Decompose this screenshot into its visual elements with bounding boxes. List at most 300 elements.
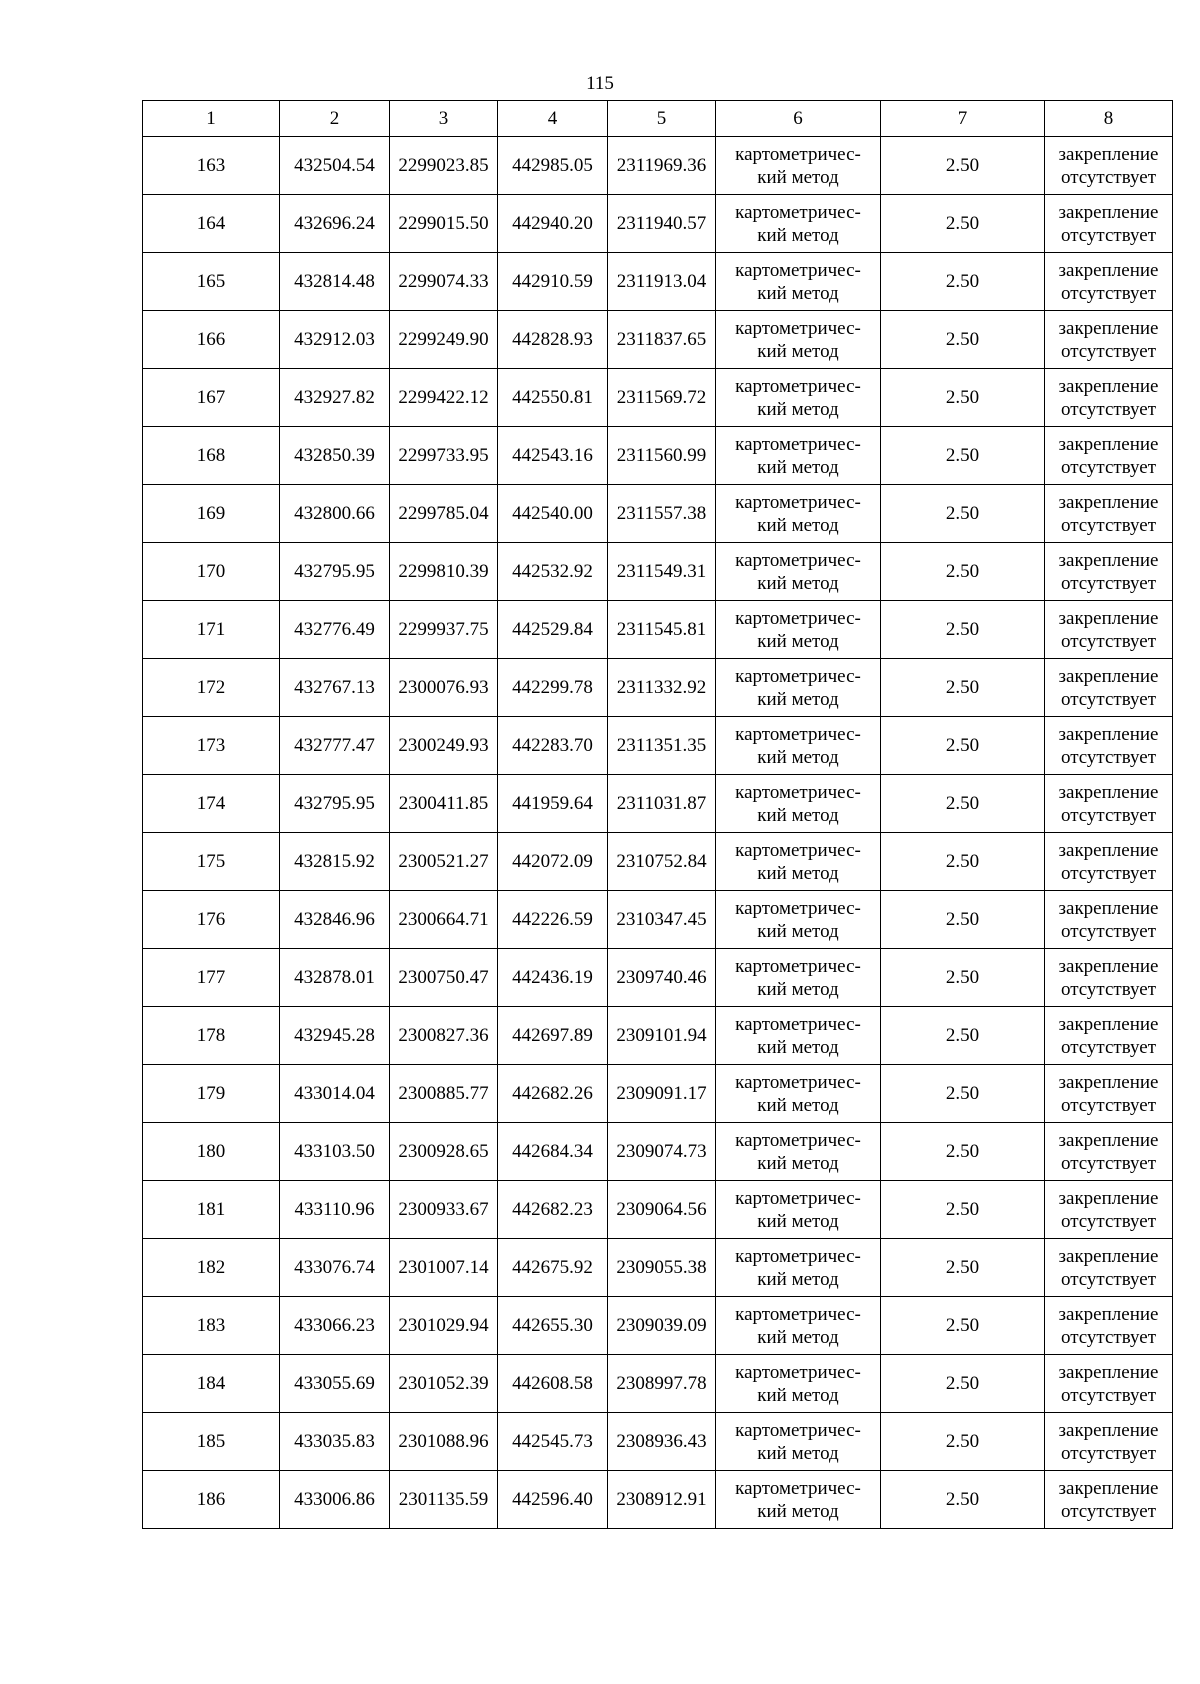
coord-y2: 2309091.17 xyxy=(608,1065,716,1123)
table-row xyxy=(143,659,1173,717)
fixation-text: закрепление xyxy=(1058,1361,1159,1383)
accuracy-value: 2.50 xyxy=(881,833,1045,891)
method-cell xyxy=(716,833,881,891)
fixation-cell xyxy=(1045,1181,1173,1239)
column-header: 2 xyxy=(280,101,390,137)
table-row xyxy=(143,1471,1173,1529)
point-number: 170 xyxy=(143,543,280,601)
accuracy-value: 2.50 xyxy=(881,427,1045,485)
coord-x2: 442940.20 xyxy=(498,195,608,253)
coord-y2: 2310752.84 xyxy=(608,833,716,891)
method-text: картометричес- xyxy=(735,549,861,571)
method-text: кий метод xyxy=(757,978,839,1000)
coordinates-table xyxy=(142,100,1173,1529)
method-cell xyxy=(716,1181,881,1239)
coord-y2: 2310347.45 xyxy=(608,891,716,949)
fixation-text: закрепление xyxy=(1058,1419,1159,1441)
table-row xyxy=(143,1413,1173,1471)
table-row xyxy=(143,1355,1173,1413)
coord-x1: 432814.48 xyxy=(280,253,390,311)
method-cell xyxy=(716,195,881,253)
method-text: картометричес- xyxy=(735,1245,861,1267)
coord-y2: 2309055.38 xyxy=(608,1239,716,1297)
fixation-text: отсутствует xyxy=(1060,1094,1157,1116)
method-cell xyxy=(716,601,881,659)
accuracy-value: 2.50 xyxy=(881,1007,1045,1065)
coord-x1: 433035.83 xyxy=(280,1413,390,1471)
coord-y2: 2311351.35 xyxy=(608,717,716,775)
coord-y1: 2299074.33 xyxy=(390,253,498,311)
table-row xyxy=(143,369,1173,427)
method-text: картометричес- xyxy=(735,1071,861,1093)
coord-y1: 2300928.65 xyxy=(390,1123,498,1181)
fixation-cell xyxy=(1045,543,1173,601)
method-text: картометричес- xyxy=(735,375,861,397)
fixation-text: закрепление xyxy=(1058,1187,1159,1209)
accuracy-value: 2.50 xyxy=(881,195,1045,253)
coord-y1: 2300827.36 xyxy=(390,1007,498,1065)
coord-y2: 2311549.31 xyxy=(608,543,716,601)
coord-x2: 442910.59 xyxy=(498,253,608,311)
coord-x1: 432800.66 xyxy=(280,485,390,543)
coord-y2: 2311031.87 xyxy=(608,775,716,833)
method-cell xyxy=(716,1123,881,1181)
coord-y1: 2299810.39 xyxy=(390,543,498,601)
coord-y2: 2309064.56 xyxy=(608,1181,716,1239)
point-number: 174 xyxy=(143,775,280,833)
column-header: 3 xyxy=(390,101,498,137)
fixation-text: отсутствует xyxy=(1060,746,1157,768)
coord-y2: 2309074.73 xyxy=(608,1123,716,1181)
coord-y2: 2311837.65 xyxy=(608,311,716,369)
accuracy-value: 2.50 xyxy=(881,311,1045,369)
fixation-text: закрепление xyxy=(1058,1129,1159,1151)
fixation-text: отсутствует xyxy=(1060,1442,1157,1464)
fixation-text: отсутствует xyxy=(1060,456,1157,478)
point-number: 177 xyxy=(143,949,280,1007)
fixation-cell xyxy=(1045,1297,1173,1355)
table-row xyxy=(143,717,1173,775)
method-cell xyxy=(716,949,881,1007)
fixation-text: закрепление xyxy=(1058,375,1159,397)
coord-y2: 2311569.72 xyxy=(608,369,716,427)
method-text: кий метод xyxy=(757,630,839,652)
method-text: картометричес- xyxy=(735,1129,861,1151)
fixation-text: отсутствует xyxy=(1060,1210,1157,1232)
point-number: 178 xyxy=(143,1007,280,1065)
method-text: кий метод xyxy=(757,1210,839,1232)
accuracy-value: 2.50 xyxy=(881,485,1045,543)
fixation-text: отсутствует xyxy=(1060,340,1157,362)
coord-y1: 2299015.50 xyxy=(390,195,498,253)
method-cell xyxy=(716,775,881,833)
method-cell xyxy=(716,1065,881,1123)
fixation-text: отсутствует xyxy=(1060,398,1157,420)
point-number: 181 xyxy=(143,1181,280,1239)
point-number: 172 xyxy=(143,659,280,717)
fixation-cell xyxy=(1045,949,1173,1007)
fixation-text: отсутствует xyxy=(1060,630,1157,652)
coord-y1: 2299249.90 xyxy=(390,311,498,369)
coord-x1: 432504.54 xyxy=(280,137,390,195)
method-text: картометричес- xyxy=(735,1187,861,1209)
accuracy-value: 2.50 xyxy=(881,543,1045,601)
point-number: 186 xyxy=(143,1471,280,1529)
accuracy-value: 2.50 xyxy=(881,717,1045,775)
accuracy-value: 2.50 xyxy=(881,137,1045,195)
fixation-text: отсутствует xyxy=(1060,688,1157,710)
method-cell xyxy=(716,427,881,485)
coord-y1: 2299937.75 xyxy=(390,601,498,659)
accuracy-value: 2.50 xyxy=(881,1123,1045,1181)
coord-y2: 2311969.36 xyxy=(608,137,716,195)
coord-x2: 442543.16 xyxy=(498,427,608,485)
fixation-text: отсутствует xyxy=(1060,920,1157,942)
table-row xyxy=(143,1239,1173,1297)
fixation-text: закрепление xyxy=(1058,201,1159,223)
method-text: кий метод xyxy=(757,1384,839,1406)
coord-x1: 432795.95 xyxy=(280,775,390,833)
coord-x2: 442283.70 xyxy=(498,717,608,775)
method-cell xyxy=(716,369,881,427)
method-text: кий метод xyxy=(757,224,839,246)
table-row xyxy=(143,137,1173,195)
table-row xyxy=(143,949,1173,1007)
method-text: кий метод xyxy=(757,920,839,942)
coord-x1: 432945.28 xyxy=(280,1007,390,1065)
coord-x1: 432777.47 xyxy=(280,717,390,775)
method-text: кий метод xyxy=(757,688,839,710)
fixation-cell xyxy=(1045,253,1173,311)
fixation-cell xyxy=(1045,485,1173,543)
fixation-text: отсутствует xyxy=(1060,1152,1157,1174)
coord-y1: 2301029.94 xyxy=(390,1297,498,1355)
method-text: картометричес- xyxy=(735,723,861,745)
table-row xyxy=(143,253,1173,311)
method-cell xyxy=(716,485,881,543)
method-text: картометричес- xyxy=(735,839,861,861)
coord-x2: 442550.81 xyxy=(498,369,608,427)
coord-y2: 2311913.04 xyxy=(608,253,716,311)
fixation-text: закрепление xyxy=(1058,433,1159,455)
coord-x1: 432767.13 xyxy=(280,659,390,717)
fixation-text: отсутствует xyxy=(1060,1268,1157,1290)
fixation-text: закрепление xyxy=(1058,955,1159,977)
method-cell xyxy=(716,1007,881,1065)
method-cell xyxy=(716,543,881,601)
fixation-cell xyxy=(1045,1239,1173,1297)
fixation-text: отсутствует xyxy=(1060,224,1157,246)
coord-x1: 432696.24 xyxy=(280,195,390,253)
method-text: кий метод xyxy=(757,1094,839,1116)
fixation-text: отсутствует xyxy=(1060,1036,1157,1058)
point-number: 185 xyxy=(143,1413,280,1471)
accuracy-value: 2.50 xyxy=(881,1065,1045,1123)
method-text: кий метод xyxy=(757,398,839,420)
coord-x1: 433110.96 xyxy=(280,1181,390,1239)
coord-x1: 432878.01 xyxy=(280,949,390,1007)
coord-x1: 432912.03 xyxy=(280,311,390,369)
accuracy-value: 2.50 xyxy=(881,891,1045,949)
point-number: 183 xyxy=(143,1297,280,1355)
method-text: картометричес- xyxy=(735,491,861,513)
coord-y2: 2311940.57 xyxy=(608,195,716,253)
point-number: 167 xyxy=(143,369,280,427)
point-number: 179 xyxy=(143,1065,280,1123)
coord-y1: 2299785.04 xyxy=(390,485,498,543)
fixation-text: закрепление xyxy=(1058,549,1159,571)
coord-y1: 2301007.14 xyxy=(390,1239,498,1297)
point-number: 175 xyxy=(143,833,280,891)
fixation-cell xyxy=(1045,891,1173,949)
fixation-cell xyxy=(1045,1123,1173,1181)
method-text: картометричес- xyxy=(735,1361,861,1383)
coord-y1: 2300933.67 xyxy=(390,1181,498,1239)
coord-y2: 2311545.81 xyxy=(608,601,716,659)
method-text: картометричес- xyxy=(735,201,861,223)
fixation-text: отсутствует xyxy=(1060,1384,1157,1406)
method-cell xyxy=(716,1297,881,1355)
fixation-text: отсутствует xyxy=(1060,572,1157,594)
fixation-text: закрепление xyxy=(1058,607,1159,629)
coord-y1: 2299422.12 xyxy=(390,369,498,427)
accuracy-value: 2.50 xyxy=(881,369,1045,427)
coord-x2: 442682.23 xyxy=(498,1181,608,1239)
fixation-cell xyxy=(1045,1355,1173,1413)
method-text: картометричес- xyxy=(735,955,861,977)
table-row xyxy=(143,1181,1173,1239)
fixation-text: закрепление xyxy=(1058,1013,1159,1035)
coord-x1: 432795.95 xyxy=(280,543,390,601)
coord-y1: 2300521.27 xyxy=(390,833,498,891)
fixation-cell xyxy=(1045,311,1173,369)
coord-x2: 442684.34 xyxy=(498,1123,608,1181)
coord-y1: 2301135.59 xyxy=(390,1471,498,1529)
method-text: кий метод xyxy=(757,282,839,304)
point-number: 176 xyxy=(143,891,280,949)
point-number: 180 xyxy=(143,1123,280,1181)
fixation-text: закрепление xyxy=(1058,1303,1159,1325)
fixation-text: отсутствует xyxy=(1060,282,1157,304)
coord-x2: 442436.19 xyxy=(498,949,608,1007)
method-cell xyxy=(716,659,881,717)
method-text: картометричес- xyxy=(735,665,861,687)
point-number: 173 xyxy=(143,717,280,775)
table-row xyxy=(143,1297,1173,1355)
table-row xyxy=(143,601,1173,659)
point-number: 171 xyxy=(143,601,280,659)
method-text: кий метод xyxy=(757,1500,839,1522)
method-cell xyxy=(716,137,881,195)
fixation-text: закрепление xyxy=(1058,839,1159,861)
coord-x2: 442682.26 xyxy=(498,1065,608,1123)
coord-x1: 433006.86 xyxy=(280,1471,390,1529)
method-cell xyxy=(716,717,881,775)
column-header: 5 xyxy=(608,101,716,137)
method-text: картометричес- xyxy=(735,143,861,165)
fixation-cell xyxy=(1045,659,1173,717)
column-header: 8 xyxy=(1045,101,1173,137)
fixation-text: отсутствует xyxy=(1060,166,1157,188)
fixation-text: отсутствует xyxy=(1060,862,1157,884)
accuracy-value: 2.50 xyxy=(881,949,1045,1007)
coord-x2: 442985.05 xyxy=(498,137,608,195)
fixation-cell xyxy=(1045,137,1173,195)
fixation-text: закрепление xyxy=(1058,781,1159,803)
accuracy-value: 2.50 xyxy=(881,1471,1045,1529)
coord-y2: 2308997.78 xyxy=(608,1355,716,1413)
fixation-text: отсутствует xyxy=(1060,1326,1157,1348)
method-text: кий метод xyxy=(757,166,839,188)
coord-y1: 2300664.71 xyxy=(390,891,498,949)
method-cell xyxy=(716,1355,881,1413)
coord-y1: 2301052.39 xyxy=(390,1355,498,1413)
column-header: 6 xyxy=(716,101,881,137)
fixation-text: закрепление xyxy=(1058,1477,1159,1499)
coord-y2: 2308936.43 xyxy=(608,1413,716,1471)
fixation-text: закрепление xyxy=(1058,259,1159,281)
method-cell xyxy=(716,1471,881,1529)
fixation-cell xyxy=(1045,195,1173,253)
fixation-text: отсутствует xyxy=(1060,514,1157,536)
point-number: 184 xyxy=(143,1355,280,1413)
point-number: 168 xyxy=(143,427,280,485)
method-cell xyxy=(716,311,881,369)
coord-y1: 2300076.93 xyxy=(390,659,498,717)
fixation-text: закрепление xyxy=(1058,143,1159,165)
coord-y2: 2309101.94 xyxy=(608,1007,716,1065)
page-number: 115 xyxy=(586,73,614,94)
accuracy-value: 2.50 xyxy=(881,1355,1045,1413)
fixation-cell xyxy=(1045,369,1173,427)
fixation-text: закрепление xyxy=(1058,1245,1159,1267)
fixation-cell xyxy=(1045,1007,1173,1065)
fixation-cell xyxy=(1045,833,1173,891)
method-text: картометричес- xyxy=(735,1477,861,1499)
point-number: 166 xyxy=(143,311,280,369)
table-row xyxy=(143,1065,1173,1123)
column-header: 7 xyxy=(881,101,1045,137)
fixation-text: закрепление xyxy=(1058,723,1159,745)
table-row xyxy=(143,485,1173,543)
accuracy-value: 2.50 xyxy=(881,1297,1045,1355)
coord-x1: 433103.50 xyxy=(280,1123,390,1181)
coord-y1: 2299733.95 xyxy=(390,427,498,485)
accuracy-value: 2.50 xyxy=(881,1413,1045,1471)
coord-x2: 441959.64 xyxy=(498,775,608,833)
coord-y2: 2311557.38 xyxy=(608,485,716,543)
coord-x2: 442828.93 xyxy=(498,311,608,369)
coord-x2: 442608.58 xyxy=(498,1355,608,1413)
coord-y1: 2300411.85 xyxy=(390,775,498,833)
method-text: кий метод xyxy=(757,746,839,768)
method-text: кий метод xyxy=(757,456,839,478)
fixation-text: закрепление xyxy=(1058,491,1159,513)
column-header: 1 xyxy=(143,101,280,137)
fixation-text: отсутствует xyxy=(1060,1500,1157,1522)
coord-x2: 442529.84 xyxy=(498,601,608,659)
coord-x1: 433055.69 xyxy=(280,1355,390,1413)
accuracy-value: 2.50 xyxy=(881,775,1045,833)
accuracy-value: 2.50 xyxy=(881,659,1045,717)
method-text: кий метод xyxy=(757,1152,839,1174)
fixation-text: закрепление xyxy=(1058,317,1159,339)
method-text: кий метод xyxy=(757,514,839,536)
coord-x2: 442299.78 xyxy=(498,659,608,717)
method-text: картометричес- xyxy=(735,781,861,803)
coord-y1: 2300249.93 xyxy=(390,717,498,775)
coord-x1: 432846.96 xyxy=(280,891,390,949)
coord-y2: 2311560.99 xyxy=(608,427,716,485)
table-row xyxy=(143,833,1173,891)
fixation-cell xyxy=(1045,427,1173,485)
fixation-cell xyxy=(1045,775,1173,833)
coord-x2: 442532.92 xyxy=(498,543,608,601)
coord-x2: 442072.09 xyxy=(498,833,608,891)
point-number: 182 xyxy=(143,1239,280,1297)
point-number: 164 xyxy=(143,195,280,253)
method-text: картометричес- xyxy=(735,1013,861,1035)
coord-x1: 433076.74 xyxy=(280,1239,390,1297)
coord-y2: 2311332.92 xyxy=(608,659,716,717)
table-row xyxy=(143,195,1173,253)
fixation-cell xyxy=(1045,601,1173,659)
method-text: картометричес- xyxy=(735,1419,861,1441)
fixation-text: отсутствует xyxy=(1060,978,1157,1000)
method-text: кий метод xyxy=(757,804,839,826)
coord-y2: 2309039.09 xyxy=(608,1297,716,1355)
method-text: картометричес- xyxy=(735,433,861,455)
table-row xyxy=(143,775,1173,833)
method-text: кий метод xyxy=(757,1442,839,1464)
coord-x1: 433066.23 xyxy=(280,1297,390,1355)
fixation-cell xyxy=(1045,1065,1173,1123)
method-text: кий метод xyxy=(757,1036,839,1058)
method-text: картометричес- xyxy=(735,607,861,629)
accuracy-value: 2.50 xyxy=(881,1181,1045,1239)
table-row xyxy=(143,891,1173,949)
method-cell xyxy=(716,253,881,311)
method-text: кий метод xyxy=(757,340,839,362)
table-row xyxy=(143,311,1173,369)
table-row xyxy=(143,1123,1173,1181)
point-number: 169 xyxy=(143,485,280,543)
coord-x2: 442545.73 xyxy=(498,1413,608,1471)
method-text: кий метод xyxy=(757,1326,839,1348)
coord-y1: 2299023.85 xyxy=(390,137,498,195)
coord-x2: 442596.40 xyxy=(498,1471,608,1529)
coord-x2: 442675.92 xyxy=(498,1239,608,1297)
method-text: картометричес- xyxy=(735,1303,861,1325)
fixation-cell xyxy=(1045,1471,1173,1529)
fixation-cell xyxy=(1045,1413,1173,1471)
method-cell xyxy=(716,891,881,949)
fixation-text: закрепление xyxy=(1058,897,1159,919)
coord-y1: 2301088.96 xyxy=(390,1413,498,1471)
table-row xyxy=(143,1007,1173,1065)
coord-x1: 432850.39 xyxy=(280,427,390,485)
fixation-cell xyxy=(1045,717,1173,775)
method-cell xyxy=(716,1413,881,1471)
accuracy-value: 2.50 xyxy=(881,1239,1045,1297)
table-row xyxy=(143,427,1173,485)
method-text: кий метод xyxy=(757,572,839,594)
coord-y1: 2300750.47 xyxy=(390,949,498,1007)
header-row xyxy=(143,101,1173,137)
coord-x1: 433014.04 xyxy=(280,1065,390,1123)
coord-x1: 432815.92 xyxy=(280,833,390,891)
coord-x2: 442697.89 xyxy=(498,1007,608,1065)
